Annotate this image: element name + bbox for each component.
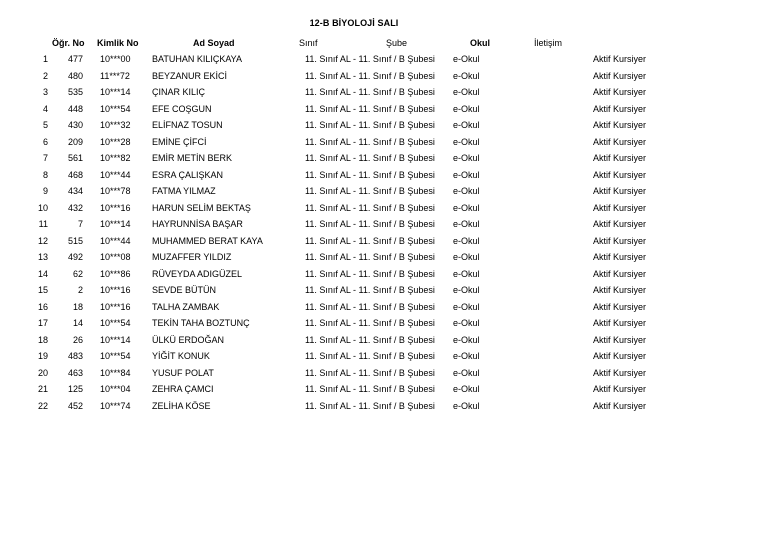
table-row [0,316,768,333]
kimlik-no: 10***16 [100,301,131,312]
table-row [0,85,768,102]
row-index: 3 [42,87,48,97]
kursiyer-durum: Aktif Kursiyer [593,301,647,312]
ad-soyad: MUHAMMED BERAT KAYA [152,235,263,246]
kimlik-no: 10***28 [100,136,131,147]
row-index: 12 [37,235,48,246]
row-index: 2 [42,70,48,81]
ogr-no: 14 [72,318,83,328]
ad-soyad: TEKİN TAHA BOZTUNÇ [152,318,250,328]
table-row [0,135,768,152]
okul: e-Okul [453,70,480,81]
kimlik-no: 10***32 [100,120,131,130]
ogr-no: 26 [72,334,83,345]
ogr-no: 452 [67,400,83,411]
ad-soyad: YUSUF POLAT [152,367,214,378]
table-row [0,234,768,251]
okul: e-Okul [453,120,480,130]
row-index: 18 [37,334,48,345]
kimlik-no: 10***14 [100,87,131,97]
ogr-no: 62 [72,268,83,279]
table-row [0,69,768,86]
kursiyer-durum: Aktif Kursiyer [593,235,647,246]
sinif-sube: 11. Sınıf AL - 11. Sınıf / B Şubesi [305,54,435,64]
sinif-sube: 11. Sınıf AL - 11. Sınıf / B Şubesi [305,367,435,378]
sinif-sube: 11. Sınıf AL - 11. Sınıf / B Şubesi [305,252,435,262]
ad-soyad: HAYRUNNİSA BAŞAR [152,219,243,229]
header-ogr-no: Öğr. No [52,38,85,48]
okul: e-Okul [453,252,480,262]
ad-soyad: ÜLKÜ ERDOĞAN [152,334,225,345]
kimlik-no: 10***86 [100,268,131,279]
okul: e-Okul [453,285,480,295]
sinif-sube: 11. Sınıf AL - 11. Sınıf / B Şubesi [305,169,435,180]
okul: e-Okul [453,334,480,345]
ad-soyad: BATUHAN KILIÇKAYA [152,54,243,64]
header-iletisim: İletişim [534,38,563,48]
sinif-sube: 11. Sınıf AL - 11. Sınıf / B Şubesi [305,103,435,114]
sinif-sube: 11. Sınıf AL - 11. Sınıf / B Şubesi [305,268,435,279]
header-sinif: Sınıf [299,38,318,48]
ogr-no: 515 [67,235,83,246]
kursiyer-durum: Aktif Kursiyer [593,136,647,147]
row-index: 6 [42,136,48,147]
sinif-sube: 11. Sınıf AL - 11. Sınıf / B Şubesi [305,87,435,97]
ogr-no: 477 [67,54,83,64]
ad-soyad: SEVDE BÜTÜN [152,285,217,295]
table-row [0,151,768,168]
ad-soyad: ELİFNAZ TOSUN [152,120,223,130]
row-index: 16 [37,301,48,312]
kimlik-no: 10***78 [100,186,131,196]
kursiyer-durum: Aktif Kursiyer [593,334,647,345]
kursiyer-durum: Aktif Kursiyer [593,268,647,279]
ogr-no: 561 [67,153,83,163]
table-row [0,118,768,135]
kursiyer-durum: Aktif Kursiyer [593,384,647,394]
ad-soyad: BEYZANUR EKİCİ [152,70,228,81]
ogr-no: 535 [67,87,83,97]
kimlik-no: 10***08 [100,252,131,262]
ogr-no: 125 [67,384,83,394]
okul: e-Okul [453,367,480,378]
student-table [0,52,768,415]
sinif-sube: 11. Sınıf AL - 11. Sınıf / B Şubesi [305,351,435,361]
row-index: 17 [37,318,48,328]
row-index: 15 [37,285,48,295]
table-row [0,349,768,366]
table-row [0,52,768,69]
kimlik-no: 10***00 [100,54,131,64]
okul: e-Okul [453,384,480,394]
row-index: 5 [42,120,48,130]
sinif-sube: 11. Sınıf AL - 11. Sınıf / B Şubesi [305,235,435,246]
ogr-no: 492 [67,252,83,262]
kursiyer-durum: Aktif Kursiyer [593,202,647,213]
sinif-sube: 11. Sınıf AL - 11. Sınıf / B Şubesi [305,186,435,196]
kursiyer-durum: Aktif Kursiyer [593,400,647,411]
ad-soyad: ÇINAR KILIÇ [152,87,206,97]
okul: e-Okul [453,351,480,361]
table-row [0,184,768,201]
table-row [0,102,768,119]
table-row [0,333,768,350]
kursiyer-durum: Aktif Kursiyer [593,367,647,378]
kimlik-no: 10***14 [100,219,131,229]
kursiyer-durum: Aktif Kursiyer [593,186,647,196]
ad-soyad: EFE COŞGUN [152,103,212,114]
okul: e-Okul [453,268,480,279]
page-title: 12-B BİYOLOJİ SALI [309,18,399,28]
ad-soyad: FATMA YILMAZ [152,186,216,196]
row-index: 14 [37,268,48,279]
ogr-no: 209 [67,136,83,147]
kimlik-no: 10***16 [100,202,131,213]
kimlik-no: 10***54 [100,351,131,361]
kimlik-no: 10***44 [100,169,131,180]
kursiyer-durum: Aktif Kursiyer [593,153,647,163]
table-row [0,366,768,383]
table-row [0,217,768,234]
ogr-no: 480 [67,70,83,81]
ogr-no: 432 [67,202,83,213]
sinif-sube: 11. Sınıf AL - 11. Sınıf / B Şubesi [305,120,435,130]
okul: e-Okul [453,54,480,64]
kimlik-no: 10***74 [100,400,131,411]
okul: e-Okul [453,202,480,213]
row-index: 10 [37,202,48,213]
okul: e-Okul [453,186,480,196]
row-index: 13 [37,252,48,262]
kimlik-no: 10***44 [100,235,131,246]
row-index: 1 [42,54,48,64]
okul: e-Okul [453,103,480,114]
kursiyer-durum: Aktif Kursiyer [593,103,647,114]
kursiyer-durum: Aktif Kursiyer [593,120,647,130]
kimlik-no: 10***14 [100,334,131,345]
ogr-no: 448 [67,103,83,114]
kursiyer-durum: Aktif Kursiyer [593,87,647,97]
sinif-sube: 11. Sınıf AL - 11. Sınıf / B Şubesi [305,285,435,295]
ogr-no: 483 [67,351,83,361]
ad-soyad: ZEHRA ÇAMCI [152,384,214,394]
row-index: 22 [37,400,48,411]
okul: e-Okul [453,87,480,97]
sinif-sube: 11. Sınıf AL - 11. Sınıf / B Şubesi [305,219,435,229]
okul: e-Okul [453,219,480,229]
kimlik-no: 10***84 [100,367,131,378]
ogr-no: 463 [67,367,83,378]
ad-soyad: TALHA ZAMBAK [152,301,220,312]
ogr-no: 430 [67,120,83,130]
header-sube: Şube [386,38,408,48]
ad-soyad: EMİR METİN BERK [152,153,233,163]
table-row [0,168,768,185]
kursiyer-durum: Aktif Kursiyer [593,285,647,295]
kursiyer-durum: Aktif Kursiyer [593,318,647,328]
ad-soyad: ESRA ÇALIŞKAN [152,169,224,180]
ogr-no: 468 [67,169,83,180]
kursiyer-durum: Aktif Kursiyer [593,219,647,229]
ad-soyad: HARUN SELİM BEKTAŞ [152,202,251,213]
row-index: 4 [42,103,48,114]
okul: e-Okul [453,136,480,147]
row-index: 7 [42,153,48,163]
sinif-sube: 11. Sınıf AL - 11. Sınıf / B Şubesi [305,153,435,163]
sinif-sube: 11. Sınıf AL - 11. Sınıf / B Şubesi [305,136,435,147]
table-row [0,250,768,267]
ad-soyad: RÜVEYDA ADIGÜZEL [152,268,243,279]
table-row [0,399,768,416]
okul: e-Okul [453,301,480,312]
sinif-sube: 11. Sınıf AL - 11. Sınıf / B Şubesi [305,301,435,312]
okul: e-Okul [453,169,480,180]
row-index: 9 [42,186,48,196]
table-row [0,283,768,300]
table-row [0,267,768,284]
ogr-no: 434 [67,186,83,196]
kursiyer-durum: Aktif Kursiyer [593,351,647,361]
sinif-sube: 11. Sınıf AL - 11. Sınıf / B Şubesi [305,384,435,394]
table-row [0,382,768,399]
kimlik-no: 10***04 [100,384,131,394]
header-ad-soyad: Ad Soyad [193,38,235,48]
header-kimlik-no: Kimlik No [97,38,139,48]
sinif-sube: 11. Sınıf AL - 11. Sınıf / B Şubesi [305,400,435,411]
kursiyer-durum: Aktif Kursiyer [593,70,647,81]
row-index: 11 [38,219,48,229]
okul: e-Okul [453,318,480,328]
ogr-no: 7 [77,219,83,229]
okul: e-Okul [453,400,480,411]
kimlik-no: 10***54 [100,318,131,328]
row-index: 21 [37,384,48,394]
table-row [0,201,768,218]
ogr-no: 18 [72,301,83,312]
sinif-sube: 11. Sınıf AL - 11. Sınıf / B Şubesi [305,70,435,81]
row-index: 20 [37,367,48,378]
kursiyer-durum: Aktif Kursiyer [593,252,647,262]
ogr-no: 2 [77,285,83,295]
row-index: 8 [42,169,48,180]
kimlik-no: 10***16 [100,285,131,295]
okul: e-Okul [453,235,480,246]
kimlik-no: 10***54 [100,103,131,114]
table-row [0,300,768,317]
ad-soyad: MUZAFFER YILDIZ [152,252,232,262]
ad-soyad: YİĞİT KONUK [152,351,210,361]
okul: e-Okul [453,153,480,163]
kursiyer-durum: Aktif Kursiyer [593,54,647,64]
kimlik-no: 10***82 [100,153,131,163]
kursiyer-durum: Aktif Kursiyer [593,169,647,180]
ad-soyad: EMİNE ÇİFCİ [152,136,207,147]
sinif-sube: 11. Sınıf AL - 11. Sınıf / B Şubesi [305,202,435,213]
sinif-sube: 11. Sınıf AL - 11. Sınıf / B Şubesi [305,318,435,328]
sinif-sube: 11. Sınıf AL - 11. Sınıf / B Şubesi [305,334,435,345]
kimlik-no: 11***72 [100,70,130,81]
header-okul: Okul [470,38,491,48]
ad-soyad: ZELİHA KÖSE [152,400,211,411]
row-index: 19 [37,351,48,361]
